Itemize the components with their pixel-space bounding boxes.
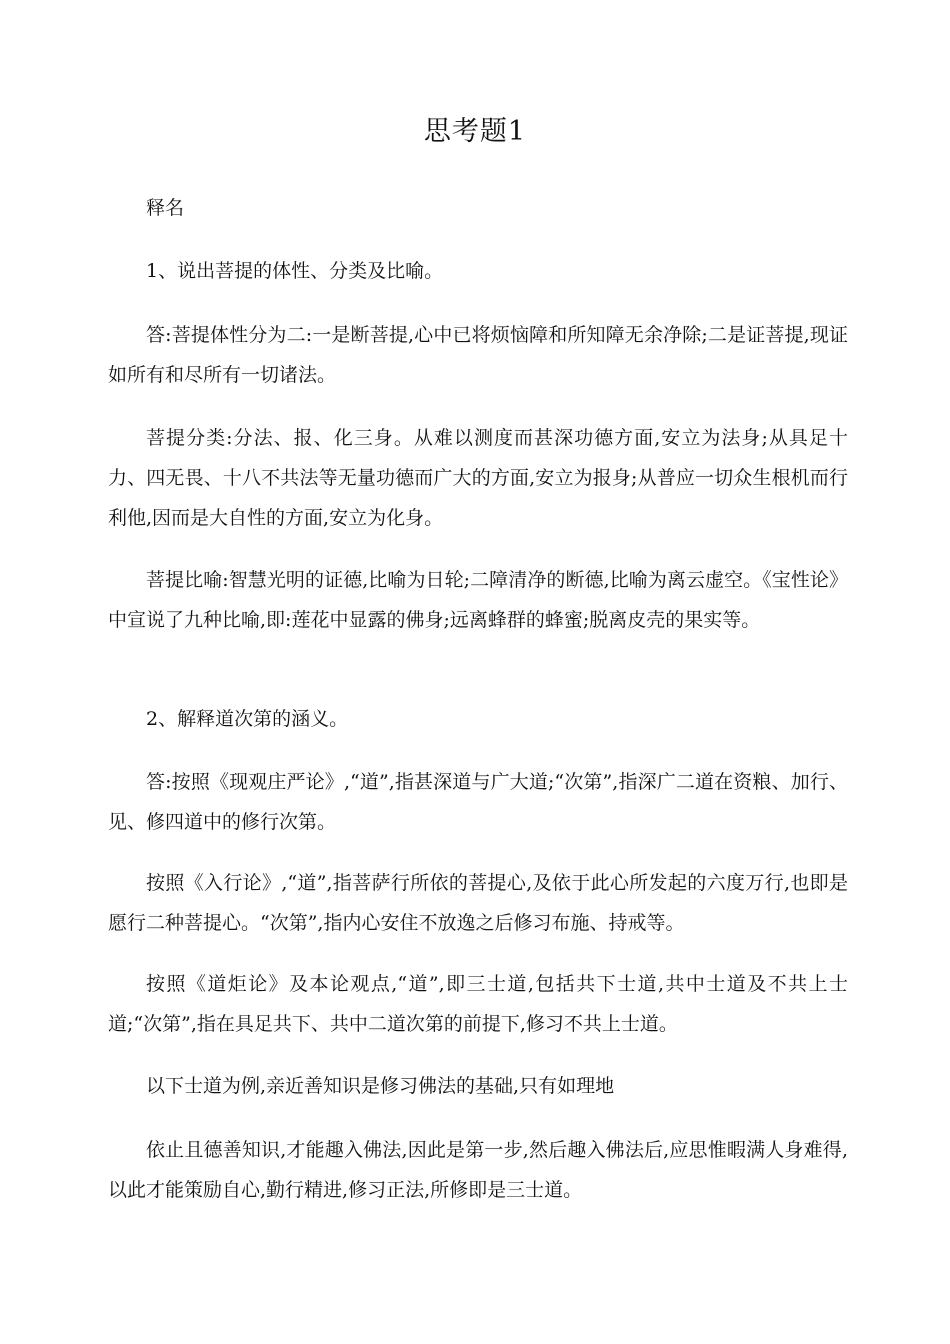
paragraph-reliance: 依止且德善知识,才能趣入佛法,因此是第一步,然后趣入佛法后,应思惟暇满人身难得,以此才能策励自心,勤行精进,修习正法,所修即是三士道。 (108, 1139, 848, 1201)
question-1: 1、说出菩提的体性、分类及比喻。 (146, 260, 444, 282)
answer-1-metaphor: 菩提比喻:智慧光明的证德,比喻为日轮;二障清净的断德,比喻为离云虚空。《宝性论》中宣说了九种比喻,即:莲花中显露的佛身;远离蜂群的蜂蜜;脱离皮壳的果实等。 (108, 569, 848, 631)
answer-2-lamp: 按照《道炬论》及本论观点,“道”,即三士道,包括共下士道,共中士道及不共上士道;“次第”,指在具足共下、共中二道次第的前提下,修习不共上士道。 (108, 973, 848, 1035)
answer-1-classification: 菩提分类:分法、报、化三身。从难以测度而甚深功德方面,安立为法身;从具足十力、四无畏、十八不共法等无量功德而广大的方面,安立为报身;从普应一切众生根机而行利他,因而是大自性的方面,安立为化身。 (108, 427, 848, 529)
answer-1-nature: 答:菩提体性分为二:一是断菩提,心中已将烦恼障和所知障无余净除;二是证菩提,现证如所有和尽所有一切诸法。 (108, 324, 848, 386)
answer-2-abhisamaya: 答:按照《现观庄严论》,“道”,指甚深道与广大道;“次第”,指深广二道在资粮、加行、见、修四道中的修行次第。 (108, 771, 848, 833)
answer-2-bodhicaryavatara: 按照《入行论》,“道”,指菩萨行所依的菩提心,及依于此心所发起的六度万行,也即是愿行二种菩提心。“次第”,指内心安住不放逸之后修习布施、持戒等。 (108, 872, 848, 934)
section-heading: 释名 (146, 197, 185, 219)
question-2: 2、解释道次第的涵义。 (146, 708, 349, 730)
page-title: 思考题1 (423, 116, 527, 147)
paragraph-lower-path: 以下士道为例,亲近善知识是修习佛法的基础,只有如理地 (146, 1075, 615, 1097)
